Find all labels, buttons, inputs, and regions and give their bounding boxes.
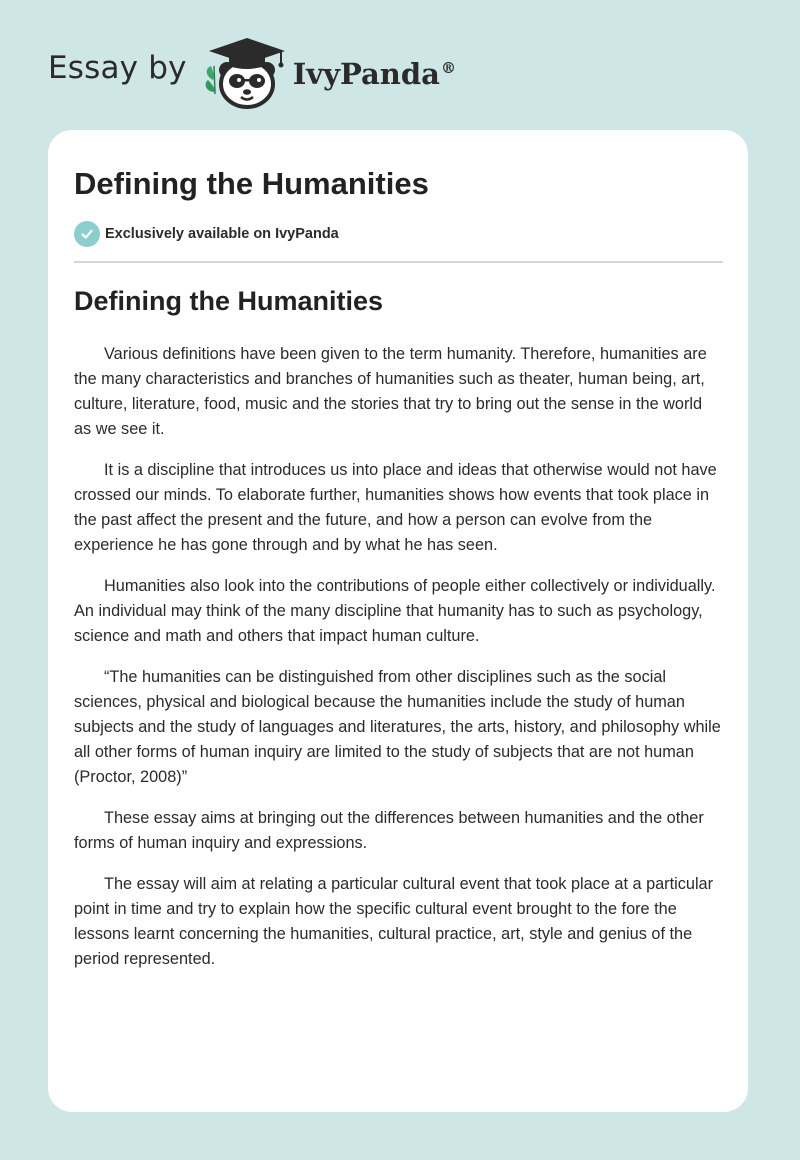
paragraph: These essay aims at bringing out the differences between humanities and the other forms of human inquiry and expressions.: [74, 809, 704, 852]
paragraph: Humanities also look into the contributions of people either collectively or individually. An individual may think of the many discipline that humanity has to such as psychology, science and math and others that impact human culture.: [74, 577, 716, 645]
paragraph: It is a discipline that introduces us into place and ideas that otherwise would not have crossed our minds. To elaborate further, humanities shows how events that took place in the past affect the present and the future, and how a person can evolve from the experience he has gone through and by what he has seen.: [74, 461, 717, 554]
page-title: Defining the Humanities: [74, 166, 429, 201]
panda-graduation-cap-icon: [201, 34, 291, 110]
paragraph: “The humanities can be distinguished from other disciplines such as the social sciences, physical and biological because the humanities include the study of human subjects and the study of languages and literatures, the arts, history, and philosophy while all other forms of human inquiry are limited to the study of subjects that are not human (Proctor, 2008)”: [74, 668, 721, 786]
essay-body: [74, 342, 723, 988]
paragraph: Various definitions have been given to the term humanity. Therefore, humanities are the many characteristics and branches of humanities such as theater, human being, art, culture, literature, food, music and the stories that try to bring out the sense in the world as we see it.: [74, 345, 707, 438]
exclusive-badge: [74, 221, 339, 247]
section-heading: Defining the Humanities: [74, 286, 384, 316]
site-header: [48, 34, 456, 110]
badge-text: Exclusively available on IvyPanda: [105, 226, 339, 242]
brand-name: IvyPanda®: [292, 57, 456, 91]
divider: [74, 261, 723, 263]
essay-card: [48, 130, 748, 1112]
paragraph: The essay will aim at relating a particular cultural event that took place at a particular point in time and try to explain how the specific cultural event brought to the fore the lessons learnt concerning the humanities, cultural practice, art, style and genius of the period represented.: [74, 875, 714, 968]
essay-by-label: Essay by: [48, 49, 187, 86]
check-icon: [74, 221, 100, 247]
